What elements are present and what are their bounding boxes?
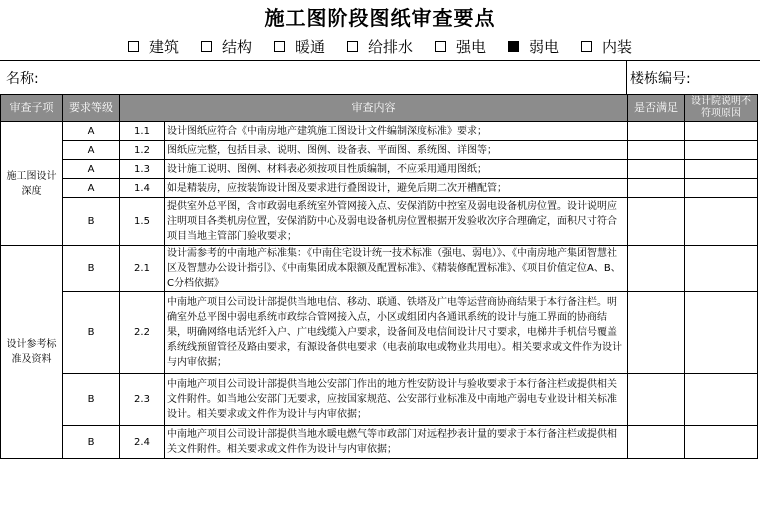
header-satisfied: 是否满足 [628,95,685,122]
checkbox-empty-icon[interactable] [201,41,212,52]
item-number: 1.1 [120,122,165,141]
discipline-checkboxes [0,33,760,59]
category-1[interactable] [201,36,252,57]
item-number: 2.1 [120,246,165,292]
review-table [0,94,758,459]
requirement-level: B [63,246,120,292]
table-row [1,141,758,160]
item-number: 1.3 [120,160,165,179]
divider [0,60,760,61]
item-number: 1.2 [120,141,165,160]
note-cell[interactable] [685,374,758,426]
category-4[interactable] [435,36,486,57]
requirement-level: B [63,292,120,374]
satisfied-cell[interactable] [628,160,685,179]
header-row [1,95,758,122]
note-cell[interactable] [685,198,758,246]
item-number: 1.5 [120,198,165,246]
satisfied-cell[interactable] [628,426,685,459]
satisfied-cell[interactable] [628,141,685,160]
category-label: 弱电 [529,37,560,56]
note-cell[interactable] [685,292,758,374]
table-row [1,426,758,459]
table-row [1,292,758,374]
section-name: 施工图设计深度 [1,122,63,246]
requirement-level: A [63,141,120,160]
satisfied-cell[interactable] [628,179,685,198]
review-content: 设计需参考的中南地产标准集：《中南住宅设计统一技术标准（强电、弱电）》、《中南房地产集团智慧社区及智慧办公设计指引》、《中南集团成本限额及配置标准》、《精装修配置标准》、《项目价值定位A、B、C分档依据》 [165,246,628,292]
category-0[interactable] [128,36,179,57]
header-note: 设计院说明不符项原因 [685,95,758,122]
note-cell[interactable] [685,141,758,160]
requirement-level: A [63,160,120,179]
satisfied-cell[interactable] [628,122,685,141]
item-number: 1.4 [120,179,165,198]
checkbox-empty-icon[interactable] [435,41,446,52]
satisfied-cell[interactable] [628,374,685,426]
header-content: 审查内容 [120,95,628,122]
item-number: 2.4 [120,426,165,459]
review-content: 如是精装房，应按装饰设计图及要求进行叠图设计，避免后期二次开槽配管； [165,179,628,198]
header-item: 审查子项 [1,95,63,122]
satisfied-cell[interactable] [628,198,685,246]
table-row [1,198,758,246]
review-content: 中南地产项目公司设计部提供当地电信、移动、联通、铁塔及广电等运营商协商结果于本行备注栏。明确室外总平图中弱电系统市政综合管网接入点，小区或组团内各通讯系统的设计与施工界面的协商结果，明确网络电话光纤入户、广电线缆入户要求，设备间及电信间设计尺寸要求，电梯井手机信号覆盖系统线预留管径及路由要求，有源设备供电要求（电表前取电或物业共用电）。相关要求或文件作为设计与内审依据； [165,292,628,374]
building-no-label: 楼栋编号: [630,71,691,87]
note-cell[interactable] [685,426,758,459]
checkbox-empty-icon[interactable] [128,41,139,52]
header-level: 要求等级 [63,95,120,122]
category-label: 强电 [456,37,487,56]
category-5[interactable] [508,36,559,57]
item-number: 2.2 [120,292,165,374]
requirement-level: B [63,426,120,459]
checkbox-empty-icon[interactable] [581,41,592,52]
category-2[interactable] [274,36,325,57]
divider [626,60,627,94]
requirement-level: B [63,198,120,246]
requirement-level: A [63,122,120,141]
review-content: 设计施工说明、图例、材料表必须按项目性质编制，不应采用通用图纸； [165,160,628,179]
note-cell[interactable] [685,160,758,179]
checkbox-empty-icon[interactable] [347,41,358,52]
category-label: 内装 [602,37,633,56]
review-content: 设计图纸应符合《中南房地产建筑施工图设计文件编制深度标准》要求； [165,122,628,141]
item-number: 2.3 [120,374,165,426]
table-row [1,179,758,198]
category-label: 结构 [221,37,252,56]
satisfied-cell[interactable] [628,246,685,292]
note-cell[interactable] [685,179,758,198]
page-title: 施工图阶段图纸审查要点 [264,6,496,30]
checkbox-empty-icon[interactable] [274,41,285,52]
table-row [1,246,758,292]
review-content: 图纸应完整，包括目录、说明、图例、设备表、平面图、系统图、详图等； [165,141,628,160]
note-cell[interactable] [685,246,758,292]
category-6[interactable] [581,36,632,57]
table-row [1,160,758,179]
category-label: 暖通 [294,37,325,56]
table-row [1,122,758,141]
name-label: 名称: [6,71,39,87]
table-row [1,374,758,426]
review-content: 中南地产项目公司设计部提供当地公安部门作出的地方性安防设计与验收要求于本行备注栏或提供相关文件附件。如当地公安部门无要求，应按国家规范、公安部行业标准及中南地产弱电专业设计相关标准设计。相关要求或文件作为设计与内审依据； [165,374,628,426]
requirement-level: A [63,179,120,198]
category-label: 建筑 [148,37,179,56]
note-cell[interactable] [685,122,758,141]
requirement-level: B [63,374,120,426]
review-content: 中南地产项目公司设计部提供当地水暖电燃气等市政部门对远程抄表计量的要求于本行备注栏或提供相关文件附件。相关要求或文件作为设计与内审依据； [165,426,628,459]
category-3[interactable] [347,36,413,57]
section-name: 设计参考标准及资料 [1,246,63,459]
category-label: 给排水 [367,37,413,56]
review-content: 提供室外总平图，含市政弱电系统室外管网接入点、安保消防中控室及弱电设备机房位置。设计说明应注明项目各类机房位置，安保消防中心及弱电设备机房位置根据开发验收次序合理确定，面积尺寸符合项目当地主管部门验收要求； [165,198,628,246]
satisfied-cell[interactable] [628,292,685,374]
checkbox-checked-icon[interactable] [508,41,519,52]
